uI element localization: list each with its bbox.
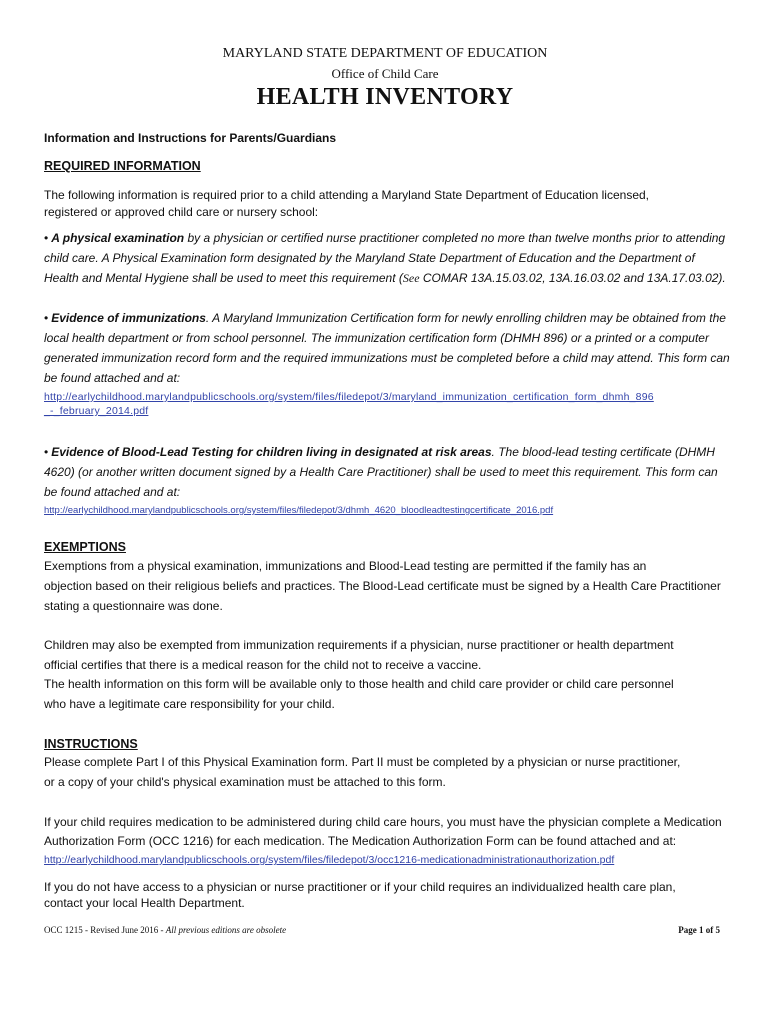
bullet-icon: • [44,231,49,245]
physical-exam-label: A physical examination [51,231,185,245]
immunizations-text: generated immunization record form and the required immunizations must be completed before a child may attend. This form can [44,351,730,365]
physical-exam-item [44,231,725,245]
physical-exam-text [44,271,726,286]
exemptions-text: Children may also be exempted from immunization requirements if a physician, nurse practitioner or health department [44,638,674,652]
required-text-line: The following information is required prior to a child attending a Maryland State Department of Education licensed, [44,188,649,202]
page-number: Page 1 of 5 [678,925,720,935]
medication-form-link[interactable]: http://earlychildhood.marylandpublicschools.org/system/files/filedepot/3/occ1216-medicationadministrationauthorization.pdf [44,854,615,866]
blood-lead-label: Evidence of Blood-Lead Testing for children living in designated at risk areas [51,445,492,459]
instructions-text: If you do not have access to a physician or nurse practitioner or if your child requires an individualized health care plan, [44,880,676,894]
bullet-icon: • [44,445,49,459]
required-text-line: registered or approved child care or nursery school: [44,205,319,219]
instructions-text: Please complete Part I of this Physical Examination form. Part II must be completed by a physician or nurse practitioner, [44,755,681,769]
exemptions-text: The health information on this form will be available only to those health and child care provider or child care personnel [44,677,674,691]
immunizations-text: local health department or from school personnel. The immunization certification form (DHMH 896) or a printed or a computer [44,331,709,345]
required-info-heading: REQUIRED INFORMATION [44,159,201,173]
blood-lead-form-link[interactable]: http://earlychildhood.marylandpublicschools.org/system/files/filedepot/3/dhmh_4620_bloodleadtestingcertificate_2016.pdf [44,505,554,516]
physical-exam-text: Health and Mental Hygiene shall be used to meet this requirement ( [44,271,403,285]
agency-name: MARYLAND STATE DEPARTMENT OF EDUCATION [222,46,548,61]
exemptions-text: stating a questionnaire was done. [44,599,223,613]
form-id: OCC 1215 - Revised June 2016 - [44,925,166,935]
office-name: Office of Child Care [331,66,439,81]
exemptions-text: objection based on their religious beliefs and practices. The Blood-Lead certificate must be signed by a Health Care Practitioner [44,579,721,593]
instructions-text: or a copy of your child's physical examination must be attached to this form. [44,775,446,789]
bullet-icon: • [44,311,49,325]
immunizations-text: . A Maryland Immunization Certification form for newly enrolling children may be obtained from the [205,311,726,325]
instructions-text: Authorization Form (OCC 1216) for each medication. The Medication Authorization Form can be found attached and at: [44,834,677,848]
form-revision-footer [44,925,286,935]
blood-lead-item [44,445,715,459]
blood-lead-text: 4620) (or another written document signed by a Health Care Practitioner) shall be used to meet this requirement. This form can [44,465,718,479]
physical-exam-text: child care. A Physical Examination form designated by the Maryland State Department of Education and the Department of [44,251,695,265]
exemptions-text: official certifies that there is a medical reason for the child not to receive a vaccine. [44,658,482,672]
exemptions-heading: EXEMPTIONS [44,540,126,554]
immunizations-label: Evidence of immunizations [51,311,206,325]
intro-heading: Information and Instructions for Parents/Guardians [44,131,337,145]
blood-lead-text: . The blood-lead testing certificate (DHMH [491,445,715,459]
exemptions-text: who have a legitimate care responsibility for your child. [44,697,335,711]
immunizations-item [44,311,726,325]
instructions-text: If your child requires medication to be administered during child care hours, you must have the physician complete a Medication [44,815,722,829]
instructions-heading: INSTRUCTIONS [44,737,138,751]
obsolete-notice: All previous editions are obsolete [165,925,287,935]
blood-lead-text: be found attached and at: [44,485,181,499]
page-title: HEALTH INVENTORY [256,84,514,110]
immunizations-text: be found attached and at: [44,371,181,385]
exemptions-text: Exemptions from a physical examination, immunizations and Blood-Lead testing are permitted if the family has an [44,559,647,573]
physical-exam-text: by a physician or certified nurse practitioner completed no more than twelve months prior to attending [184,231,726,245]
immunization-form-link-continued[interactable]: _-_february_2014.pdf [44,405,149,417]
instructions-text: contact your local Health Department. [44,896,245,910]
comar-reference: COMAR 13A.15.03.02, 13A.16.03.02 and 13A.17.03.02). [419,271,726,285]
see-reference: See [402,271,420,285]
immunization-form-link[interactable]: http://earlychildhood.marylandpublicschools.org/system/files/filedepot/3/maryland_immunization_certification_form_dhmh_896 [44,391,654,403]
